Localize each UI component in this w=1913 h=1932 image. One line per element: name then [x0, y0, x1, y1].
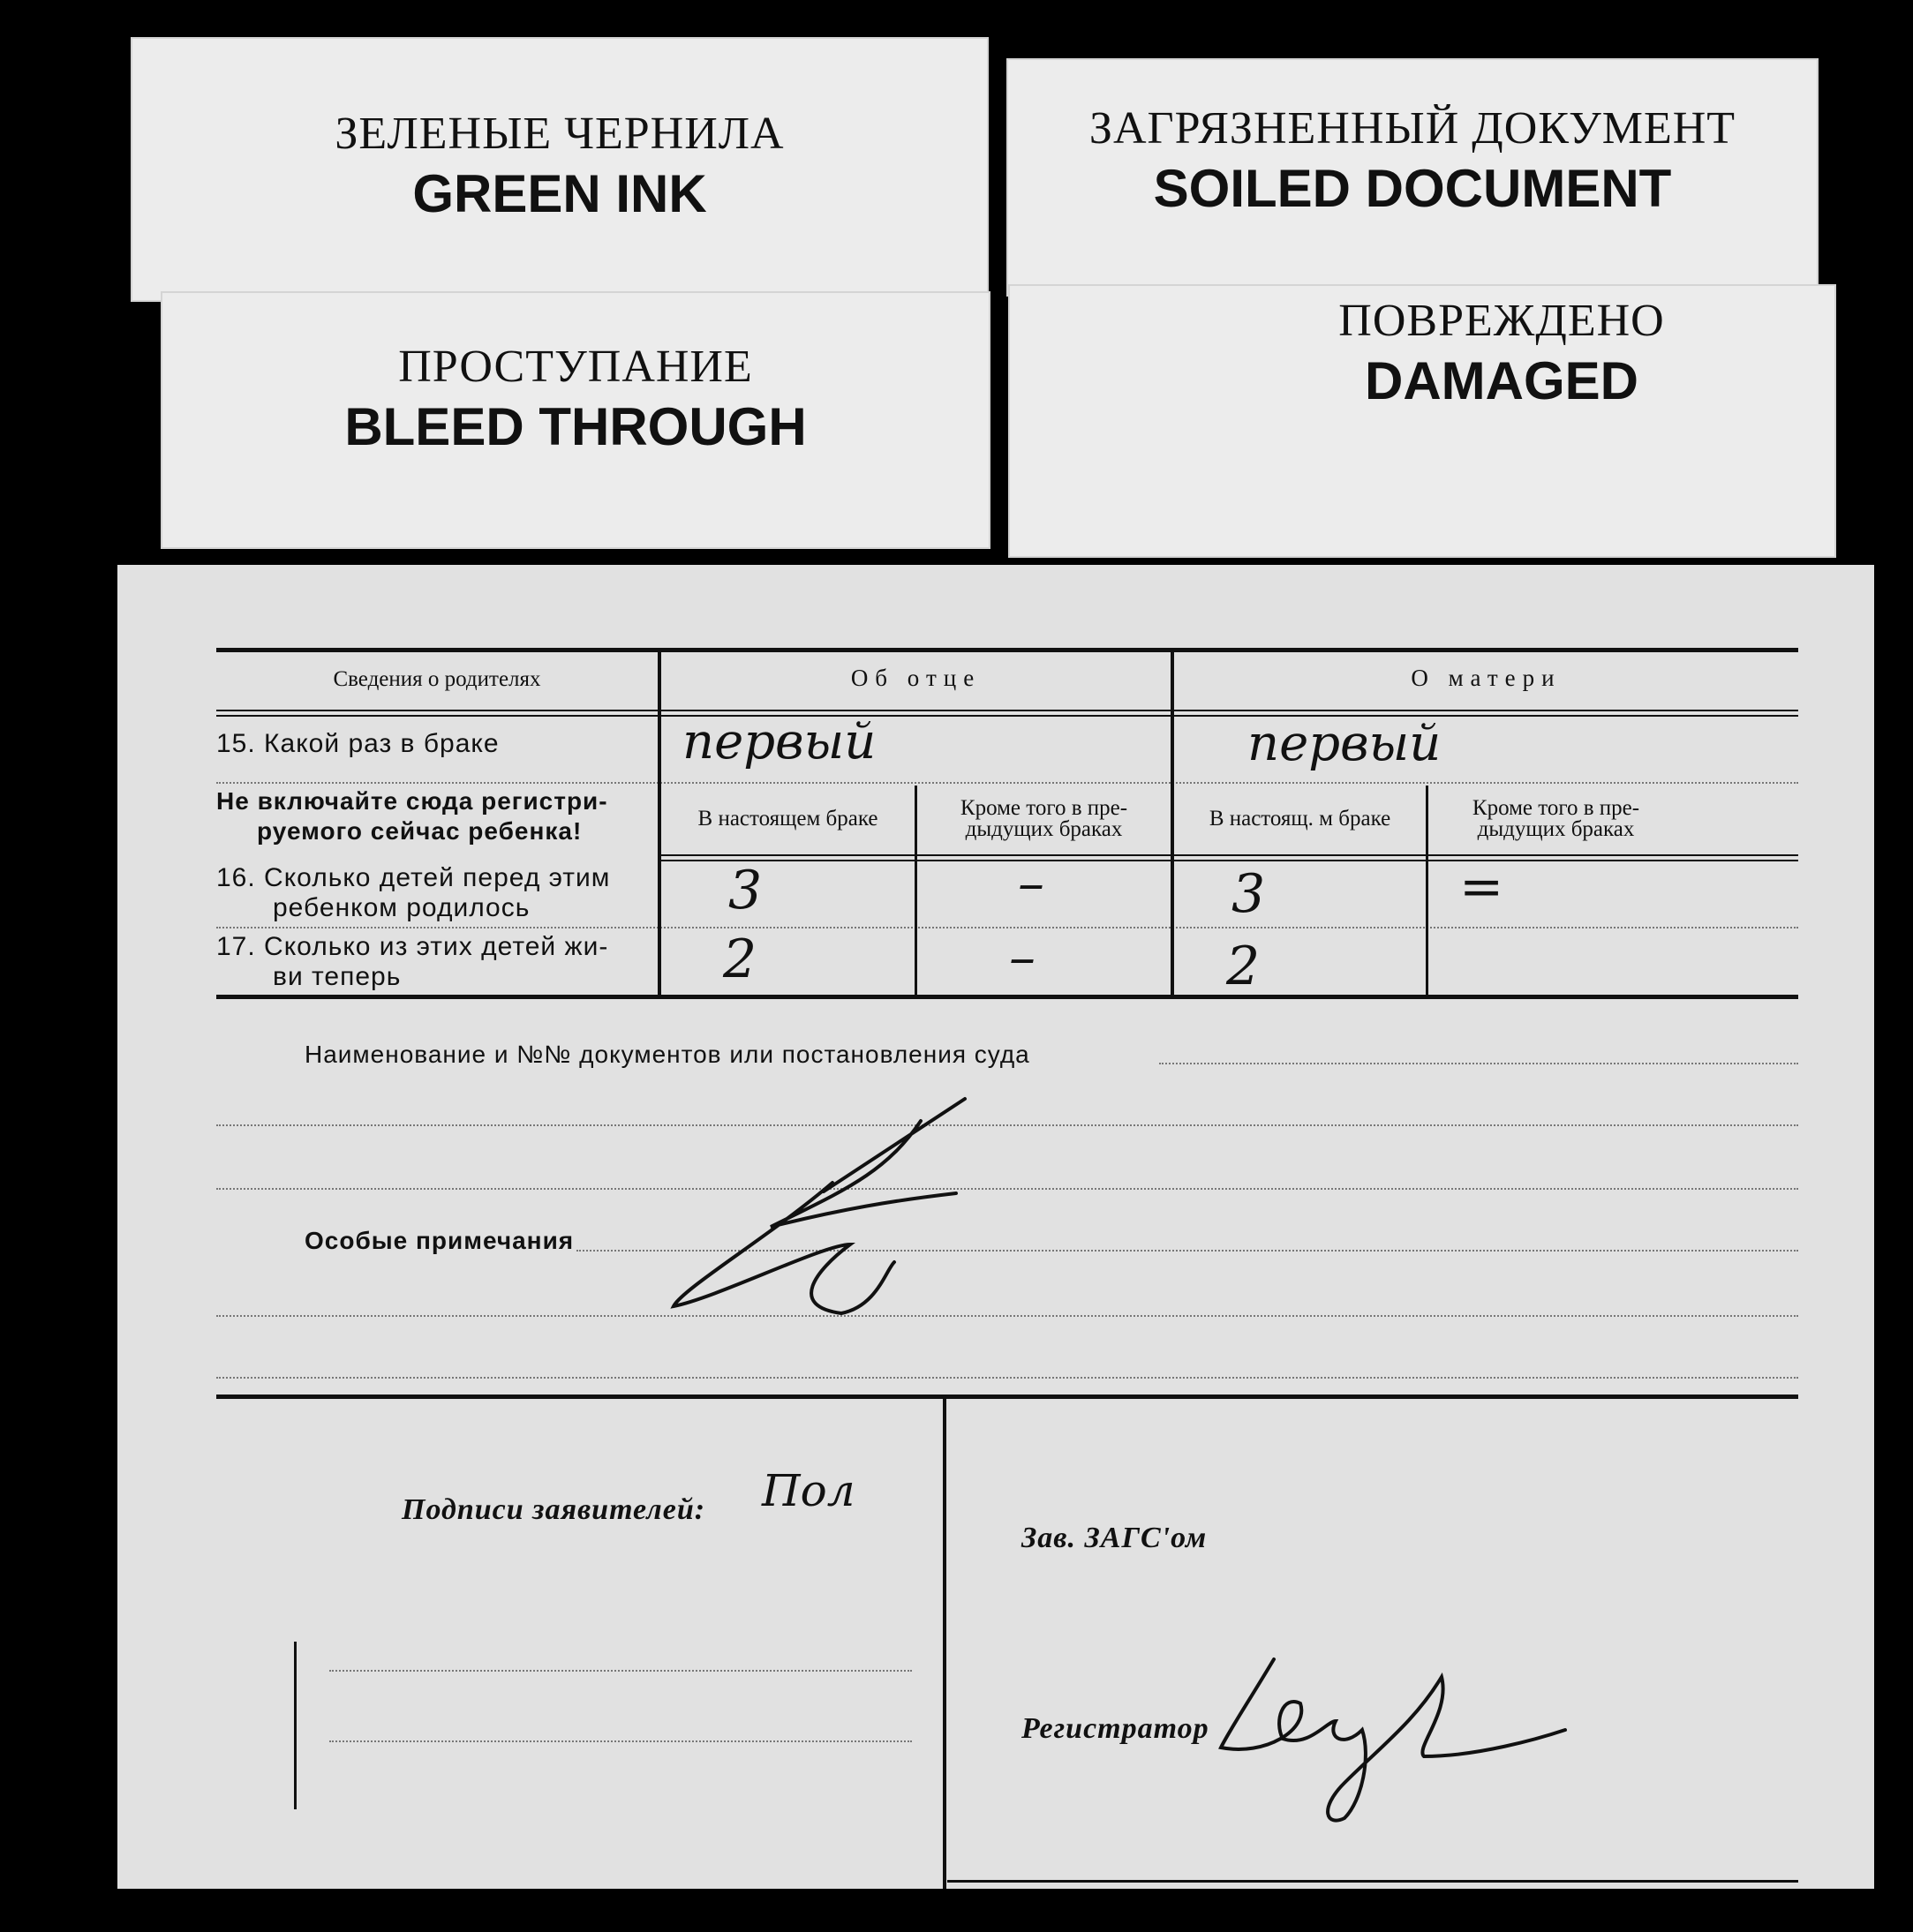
row17-label-2: ви теперь — [273, 962, 402, 991]
applicant-line-2 — [329, 1740, 912, 1742]
bleed-label-ru: ПРОСТУПАНИЕ — [398, 342, 753, 392]
row17-label-1: 17. Сколько из этих детей жи- — [216, 932, 609, 961]
applicants-signatures-label: Подписи заявителей: — [402, 1493, 706, 1526]
damaged-label-ru: ПОВРЕЖДЕНО — [1338, 296, 1665, 346]
subheader-mother-previous-1: Кроме того в пре- — [1472, 796, 1640, 820]
note-line-1: Не включайте сюда регистри- — [216, 787, 608, 815]
remarks-line-3 — [216, 1377, 1798, 1379]
bleed-through-label-card — [161, 291, 990, 549]
row17-father-current-value: 2 — [723, 928, 757, 990]
subheader-father-previous-2: дыдущих браках — [965, 817, 1123, 841]
applicant-signature: Пол — [762, 1465, 855, 1516]
green-ink-label-en: GREEN INK — [412, 164, 707, 223]
row16-label-2: ребенком родилось — [273, 893, 531, 922]
soiled-label-ru: ЗАГРЯЗНЕННЫЙ ДОКУМЕНТ — [1088, 103, 1736, 154]
zags-head-label: Зав. ЗАГС'ом — [1021, 1522, 1208, 1554]
remarks-line-2 — [216, 1315, 1798, 1317]
row16-mother-current-value: 3 — [1231, 863, 1266, 925]
registrar-signature-drawing — [1212, 1650, 1583, 1845]
subheader-father-current: В настоящем браке — [697, 807, 878, 831]
header-divider — [216, 710, 1798, 711]
documents-line-2 — [216, 1124, 1798, 1126]
row17-mother-current-value: 2 — [1226, 936, 1261, 997]
row15-mother-handwriting: первый — [1247, 715, 1442, 772]
bottom-rule — [947, 1880, 1798, 1883]
signature-section-rule — [216, 1394, 1798, 1399]
note-line-2: руемого сейчас ребенка! — [257, 817, 583, 845]
applicant-line-1 — [329, 1670, 912, 1672]
subheader-mother-previous-2: дыдущих браках — [1477, 817, 1635, 841]
table-top-rule — [216, 648, 1798, 652]
strike-through-z-mark — [665, 1094, 1000, 1359]
header-about-mother: О матери — [1411, 665, 1562, 691]
bleed-label-en: BLEED THROUGH — [344, 397, 807, 456]
registration-form-page — [117, 565, 1874, 1889]
damaged-label-card — [1008, 284, 1836, 558]
row16-label-1: 16. Сколько детей перед этим — [216, 863, 611, 892]
registrar-label: Регистратор — [1021, 1712, 1209, 1745]
soiled-document-label-card — [1006, 58, 1819, 297]
row16-father-previous-value: – — [1018, 853, 1044, 914]
subheader-father-previous-1: Кроме того в пре- — [960, 796, 1128, 820]
subheader-mother-current: В настоящ. м браке — [1209, 807, 1391, 831]
subheader-divider-double — [660, 860, 1798, 861]
row15-father-handwriting: первый — [682, 713, 877, 771]
header-divider-double — [216, 715, 1798, 717]
row15-divider — [216, 782, 1798, 784]
signature-section-divider — [943, 1398, 946, 1889]
green-ink-label-ru: ЗЕЛЕНЫЕ ЧЕРНИЛА — [335, 109, 785, 159]
documents-line-1 — [1159, 1063, 1798, 1064]
remarks-label: Особые примечания — [305, 1227, 575, 1254]
documents-line-3 — [216, 1188, 1798, 1190]
row15-label: 15. Какой раз в браке — [216, 729, 500, 758]
green-ink-label-card — [131, 37, 989, 302]
bracket-mark — [294, 1642, 297, 1809]
header-about-father: Об отце — [850, 665, 982, 691]
table-bottom-rule — [216, 995, 1798, 999]
row16-divider — [216, 927, 1798, 928]
documents-label: Наименование и №№ документов или постановления суда — [305, 1041, 1030, 1068]
soiled-label-en: SOILED DOCUMENT — [1153, 159, 1672, 218]
row17-father-previous-value: – — [1009, 927, 1036, 989]
damaged-label-en: DAMAGED — [1365, 351, 1638, 410]
row16-mother-previous-value: = — [1459, 856, 1504, 918]
row16-father-current-value: 3 — [728, 860, 763, 921]
header-parents-info: Сведения о родителях — [333, 667, 541, 691]
subheader-divider — [660, 854, 1798, 856]
